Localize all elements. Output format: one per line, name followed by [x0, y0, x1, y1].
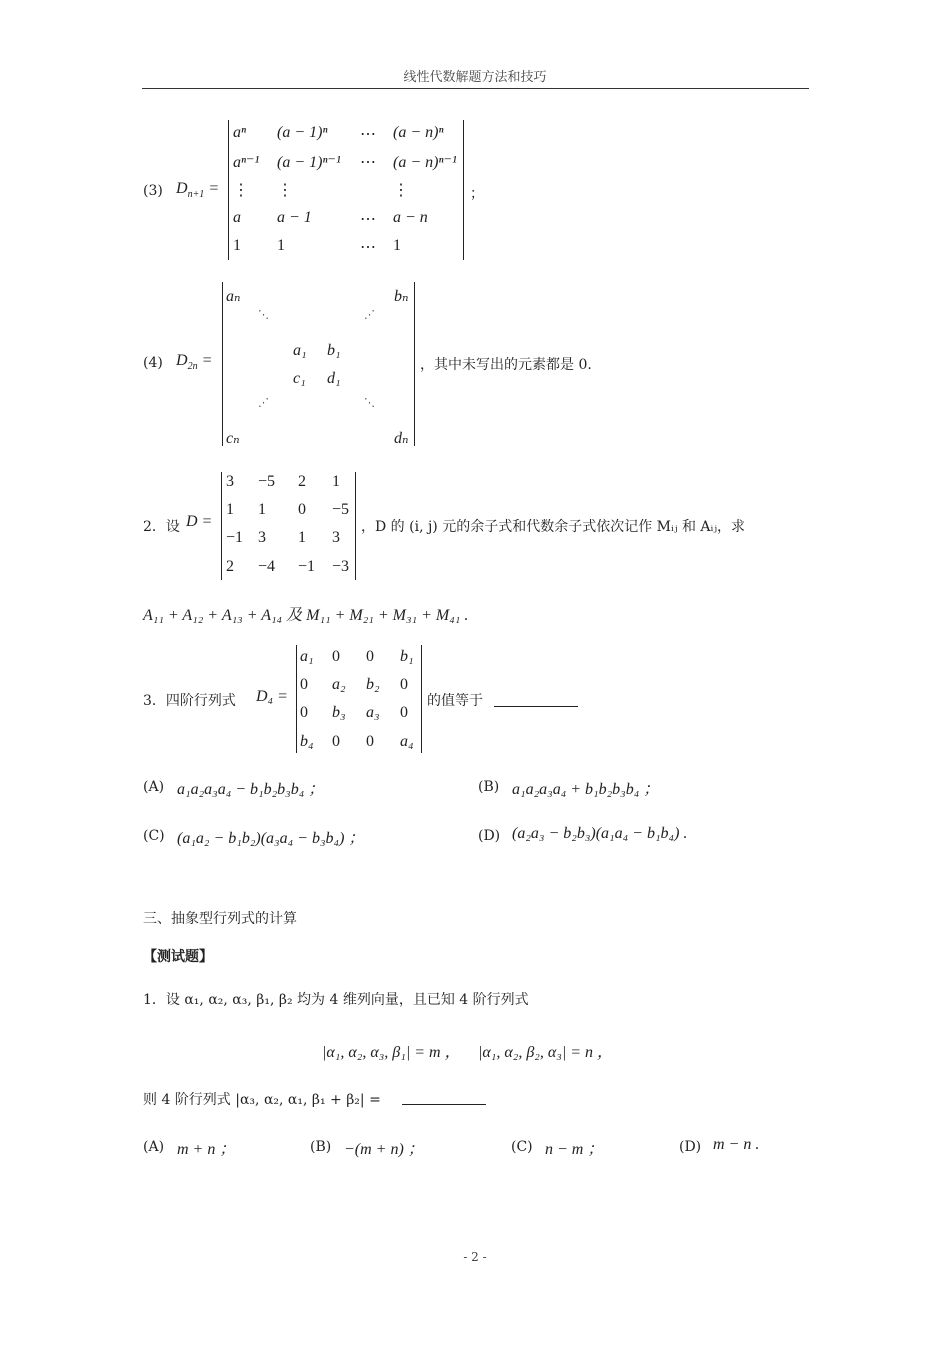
detq2-cell-r3-c4: 3	[332, 529, 340, 546]
detq2-cell-r4-c4: −3	[332, 558, 350, 575]
det4-corner-tl: aₙ	[226, 288, 241, 305]
detq2-cell-r1-c4: 1	[332, 473, 340, 490]
detq2-cell-r3-c2: 3	[258, 529, 266, 546]
item-3-label: (3)	[143, 183, 163, 199]
s3-q1-option-d-label: (D)	[679, 1139, 702, 1155]
q3-option-c-text: (a₁a₂ − b₁b₂)(a₃a₄ − b₃b₄) ；	[177, 830, 365, 847]
q3-answer-blank	[494, 706, 578, 707]
detq2-cell-r2-c2: 1	[258, 501, 266, 518]
item-4-suffix: ，其中未写出的元素都是 0.	[420, 357, 592, 373]
det3-cell-r3-c1: ⋮	[233, 182, 249, 199]
s3-q1-option-c-label: (C)	[511, 1139, 533, 1155]
det3-cell-r1-c1: aⁿ	[233, 124, 247, 141]
q3-option-d-label: (D)	[478, 828, 501, 844]
det-q2-left-bar	[221, 472, 222, 580]
det3-cell-r4-c4: a − n	[393, 209, 428, 226]
item-4-label: (4)	[143, 355, 163, 371]
s3-q1-option-a-label: (A)	[143, 1139, 165, 1155]
q3-label: 3．四阶行列式	[143, 693, 236, 709]
detq3-cell-r2-c3: b₂	[366, 676, 380, 693]
q3-option-b-text: a₁a₂a₃a₄ + b₁b₂b₃b₄ ；	[512, 781, 660, 798]
detq2-cell-r3-c3: 1	[298, 529, 306, 546]
det4-corner-br: dₙ	[394, 430, 409, 447]
detq3-cell-r3-c1: 0	[300, 704, 308, 721]
detq2-cell-r1-c2: −5	[258, 473, 276, 490]
det-q2-right-bar	[355, 472, 356, 580]
q2-after-text: ，D 的 (i, j) 元的余子式和代数余子式依次记作 Mᵢⱼ 和 Aᵢⱼ，求	[361, 519, 746, 535]
s3-q1-option-a-text: m + n ；	[177, 1141, 236, 1158]
det3-cell-r1-c4: (a − n)ⁿ	[393, 124, 444, 141]
det4-ddots-tl: ⋱	[258, 308, 269, 321]
det3-cell-r2-c2: (a − 1)ⁿ⁻¹	[277, 154, 341, 171]
detq2-cell-r4-c2: −4	[258, 558, 276, 575]
detq3-cell-r2-c2: a₂	[332, 676, 346, 693]
header-rule	[142, 88, 809, 89]
s3-q1-intro: 1．设 α₁, α₂, α₃, β₁, β₂ 均为 4 维列向量，且已知 4 阶行列式	[143, 992, 529, 1008]
det3-left-bar	[228, 120, 229, 260]
s3-q1-answer-blank	[402, 1104, 486, 1105]
det4-b1: b₁	[327, 342, 341, 359]
det3-cell-r5-c4: 1	[393, 237, 401, 254]
det3-right-bar	[463, 120, 464, 260]
detq2-cell-r1-c3: 2	[298, 473, 306, 490]
item-3-lhs: $D_{n+1}$ =	[176, 180, 220, 201]
det4-ddots-br: ⋱	[364, 396, 375, 409]
detq3-cell-r1-c3: 0	[366, 648, 374, 665]
detq3-cell-r2-c1: 0	[300, 676, 308, 693]
q3-option-c-label: (C)	[143, 828, 165, 844]
item-3-suffix: ；	[470, 186, 484, 202]
q3-option-d-text: (a₂a₃ − b₂b₃)(a₁a₄ − b₁b₄) .	[512, 825, 688, 842]
detq3-cell-r4-c1: b₄	[300, 733, 314, 750]
det3-cell-r1-c2: (a − 1)ⁿ	[277, 124, 328, 141]
det3-cell-r2-c3: ⋯	[360, 154, 376, 171]
detq2-cell-r2-c4: −5	[332, 501, 350, 518]
detq2-cell-r3-c1: −1	[226, 529, 244, 546]
detq3-cell-r4-c3: 0	[366, 733, 374, 750]
detq3-cell-r3-c4: 0	[400, 704, 408, 721]
det4-corner-bl: cₙ	[226, 430, 240, 447]
det3-cell-r2-c4: (a − n)ⁿ⁻¹	[393, 154, 457, 171]
q2-line2: A₁₁ + A₁₂ + A₁₃ + A₁₄ 及 M₁₁ + M₂₁ + M₃₁ + M₄₁ .	[143, 607, 469, 624]
det-q3-right-bar	[421, 645, 422, 753]
det3-cell-r4-c1: a	[233, 209, 241, 226]
det4-corner-tr: bₙ	[394, 288, 409, 305]
det4-right-bar	[414, 282, 415, 446]
s3-q1-eq1: |α₁, α₂, α₃, β₁| = m ，	[322, 1044, 461, 1061]
detq2-cell-r4-c1: 2	[226, 558, 234, 575]
section-3-heading: 三、抽象型行列式的计算	[143, 911, 297, 927]
detq3-cell-r1-c4: b₁	[400, 648, 414, 665]
det-q3-left-bar	[296, 645, 297, 753]
det3-cell-r4-c3: ⋯	[360, 211, 376, 228]
q3-option-a-label: (A)	[143, 779, 165, 795]
det4-c1: c₁	[293, 370, 306, 387]
s3-q1-ask: 则 4 阶行列式 |α₃, α₂, α₁, β₁ + β₂| =	[143, 1092, 381, 1108]
detq3-cell-r1-c1: a₁	[300, 648, 314, 665]
s3-q1-option-b-label: (B)	[310, 1139, 332, 1155]
q2-label: 2．设	[143, 519, 180, 535]
detq2-cell-r2-c3: 0	[298, 501, 306, 518]
detq2-cell-r4-c3: −1	[298, 558, 316, 575]
page-number: - 2 -	[463, 1250, 487, 1264]
det3-cell-r5-c1: 1	[233, 237, 241, 254]
det4-d1: d₁	[327, 370, 341, 387]
detq3-cell-r3-c2: b₃	[332, 704, 346, 721]
det3-cell-r4-c2: a − 1	[277, 209, 312, 226]
q3-lhs: D₄ =	[256, 688, 288, 705]
det3-cell-r3-c4: ⋮	[393, 182, 409, 199]
detq2-cell-r1-c1: 3	[226, 473, 234, 490]
q3-option-b-label: (B)	[478, 779, 500, 795]
det4-a1: a₁	[293, 342, 307, 359]
section-3-subheading: 【测试题】	[143, 949, 213, 965]
detq3-cell-r4-c4: a₄	[400, 733, 414, 750]
q3-after-text: 的值等于	[427, 693, 483, 709]
detq3-cell-r1-c2: 0	[332, 648, 340, 665]
q3-option-a-text: a₁a₂a₃a₄ − b₁b₂b₃b₄ ；	[177, 781, 325, 798]
detq2-cell-r2-c1: 1	[226, 501, 234, 518]
item-4-lhs: $D_{2n}$ =	[176, 352, 213, 373]
q2-lhs: D =	[186, 513, 213, 530]
s3-q1-option-d-text: m − n .	[713, 1136, 760, 1153]
s3-q1-eq2: |α₁, α₂, β₂, α₃| = n ，	[478, 1044, 614, 1061]
det3-cell-r1-c3: ⋯	[360, 126, 376, 143]
detq3-cell-r3-c3: a₃	[366, 704, 380, 721]
detq3-cell-r4-c2: 0	[332, 733, 340, 750]
det3-cell-r3-c2: ⋮	[277, 182, 293, 199]
det3-cell-r5-c3: ⋯	[360, 239, 376, 256]
detq3-cell-r2-c4: 0	[400, 676, 408, 693]
s3-q1-option-c-text: n − m ；	[545, 1141, 604, 1158]
page-header-title: 线性代数解题方法和技巧	[403, 70, 547, 85]
det4-udots-tr: ⋰	[364, 308, 375, 321]
det3-cell-r2-c1: aⁿ⁻¹	[233, 154, 260, 171]
s3-q1-option-b-text: −(m + n) ；	[344, 1141, 424, 1158]
det4-left-bar	[222, 282, 223, 446]
det3-cell-r5-c2: 1	[277, 237, 285, 254]
det4-udots-bl: ⋰	[258, 396, 269, 409]
